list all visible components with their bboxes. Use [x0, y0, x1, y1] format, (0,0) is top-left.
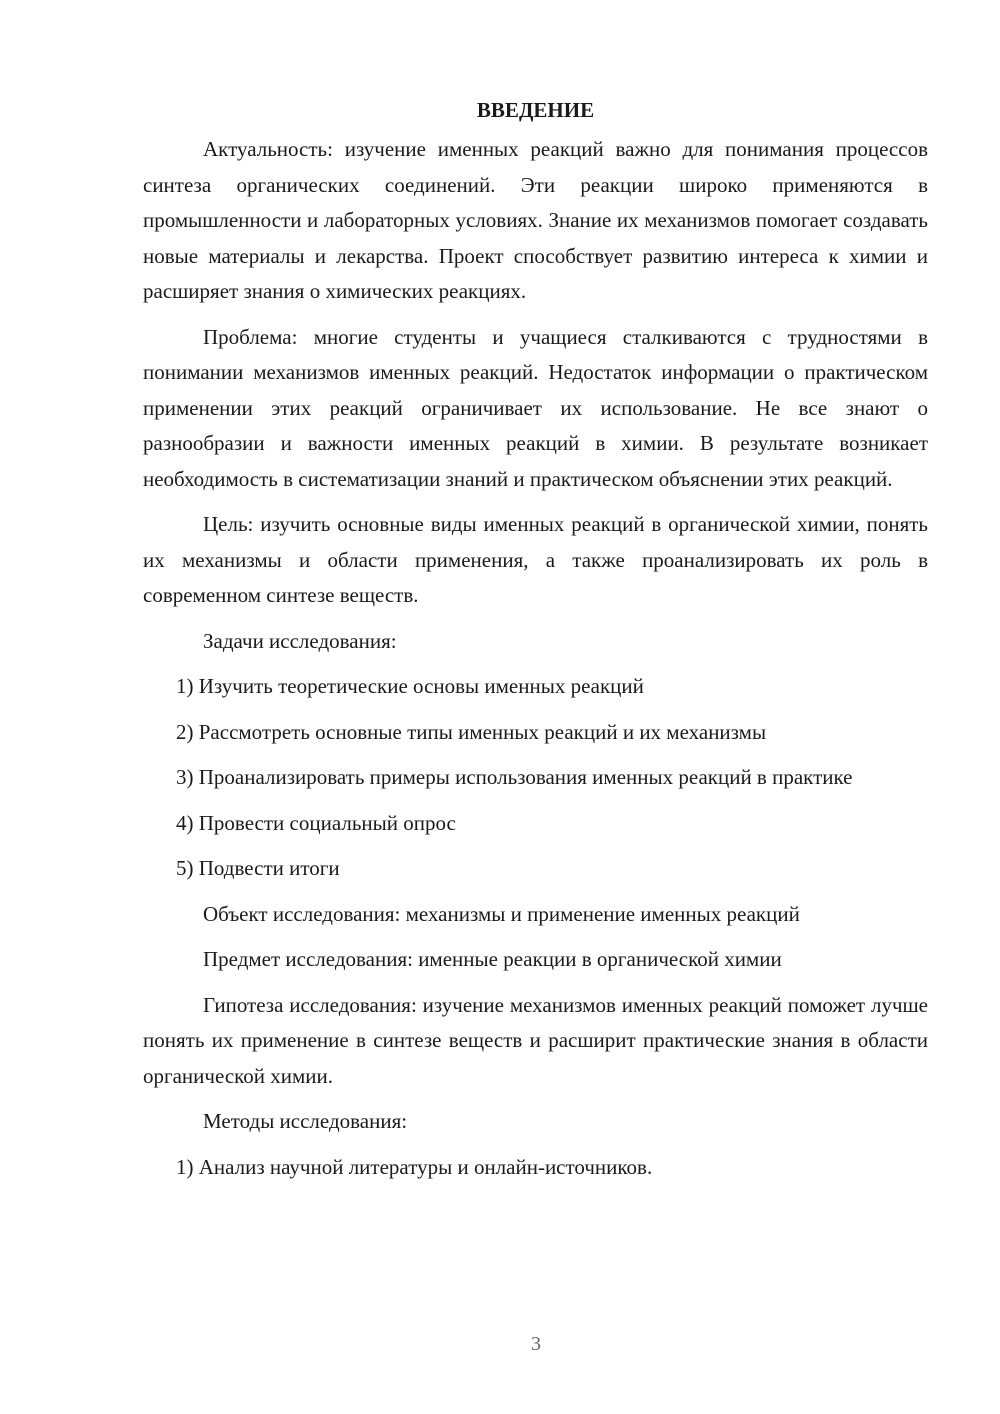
methods-heading: Методы исследования:	[203, 1109, 408, 1133]
tasks-heading: Задачи исследования:	[203, 628, 397, 653]
task-item: 1) Изучить теоретические основы именных реакций	[176, 674, 644, 698]
page-title: ВВЕДЕНИЕ	[476, 98, 595, 122]
problem-paragraph: Проблема: многие студенты и учащиеся сталкиваются с трудностями в понимании механизмов именных реакций. Недостаток информации о практическом применении этих реакций ограничивает их использование. Не все знают о разнообразии и важности именных реакций в химии. В результате возникает необходимость в систематизации знаний и практическом объяснении этих реакций.	[143, 324, 928, 491]
task-item: 3) Проанализировать примеры использования именных реакций в практике	[176, 765, 853, 789]
hypothesis-paragraph: Гипотеза исследования: изучение механизмов именных реакций поможет лучше понять их применение в синтезе веществ и расширит практические знания в области органической химии.	[143, 992, 928, 1088]
method-item: 1) Анализ научной литературы и онлайн-источников.	[176, 1154, 653, 1179]
task-item: 4) Провести социальный опрос	[176, 810, 456, 835]
task-item: 2) Рассмотреть основные типы именных реакций и их механизмы	[176, 719, 767, 744]
relevance-paragraph: Актуальность: изучение именных реакций важно для понимания процессов синтеза органических соединений. Эти реакции широко применяются в промышленности и лабораторных условиях. Знание их механизмов помогает создавать новые материалы и лекарства. Проект способствует развитию интереса к химии и расширяет знания о химических реакциях.	[143, 137, 928, 303]
goal-paragraph: Цель: изучить основные виды именных реакций в органической химии, понять их механизмы и области применения, а также проанализировать их роль в современном синтезе веществ.	[143, 512, 928, 607]
object-line: Объект исследования: механизмы и применение именных реакций	[203, 901, 800, 926]
task-item: 5) Подвести итоги	[176, 856, 340, 880]
page-number: 3	[531, 1333, 541, 1355]
document-page	[143, 92, 928, 1195]
subject-line: Предмет исследования: именные реакции в органической химии	[203, 947, 782, 971]
